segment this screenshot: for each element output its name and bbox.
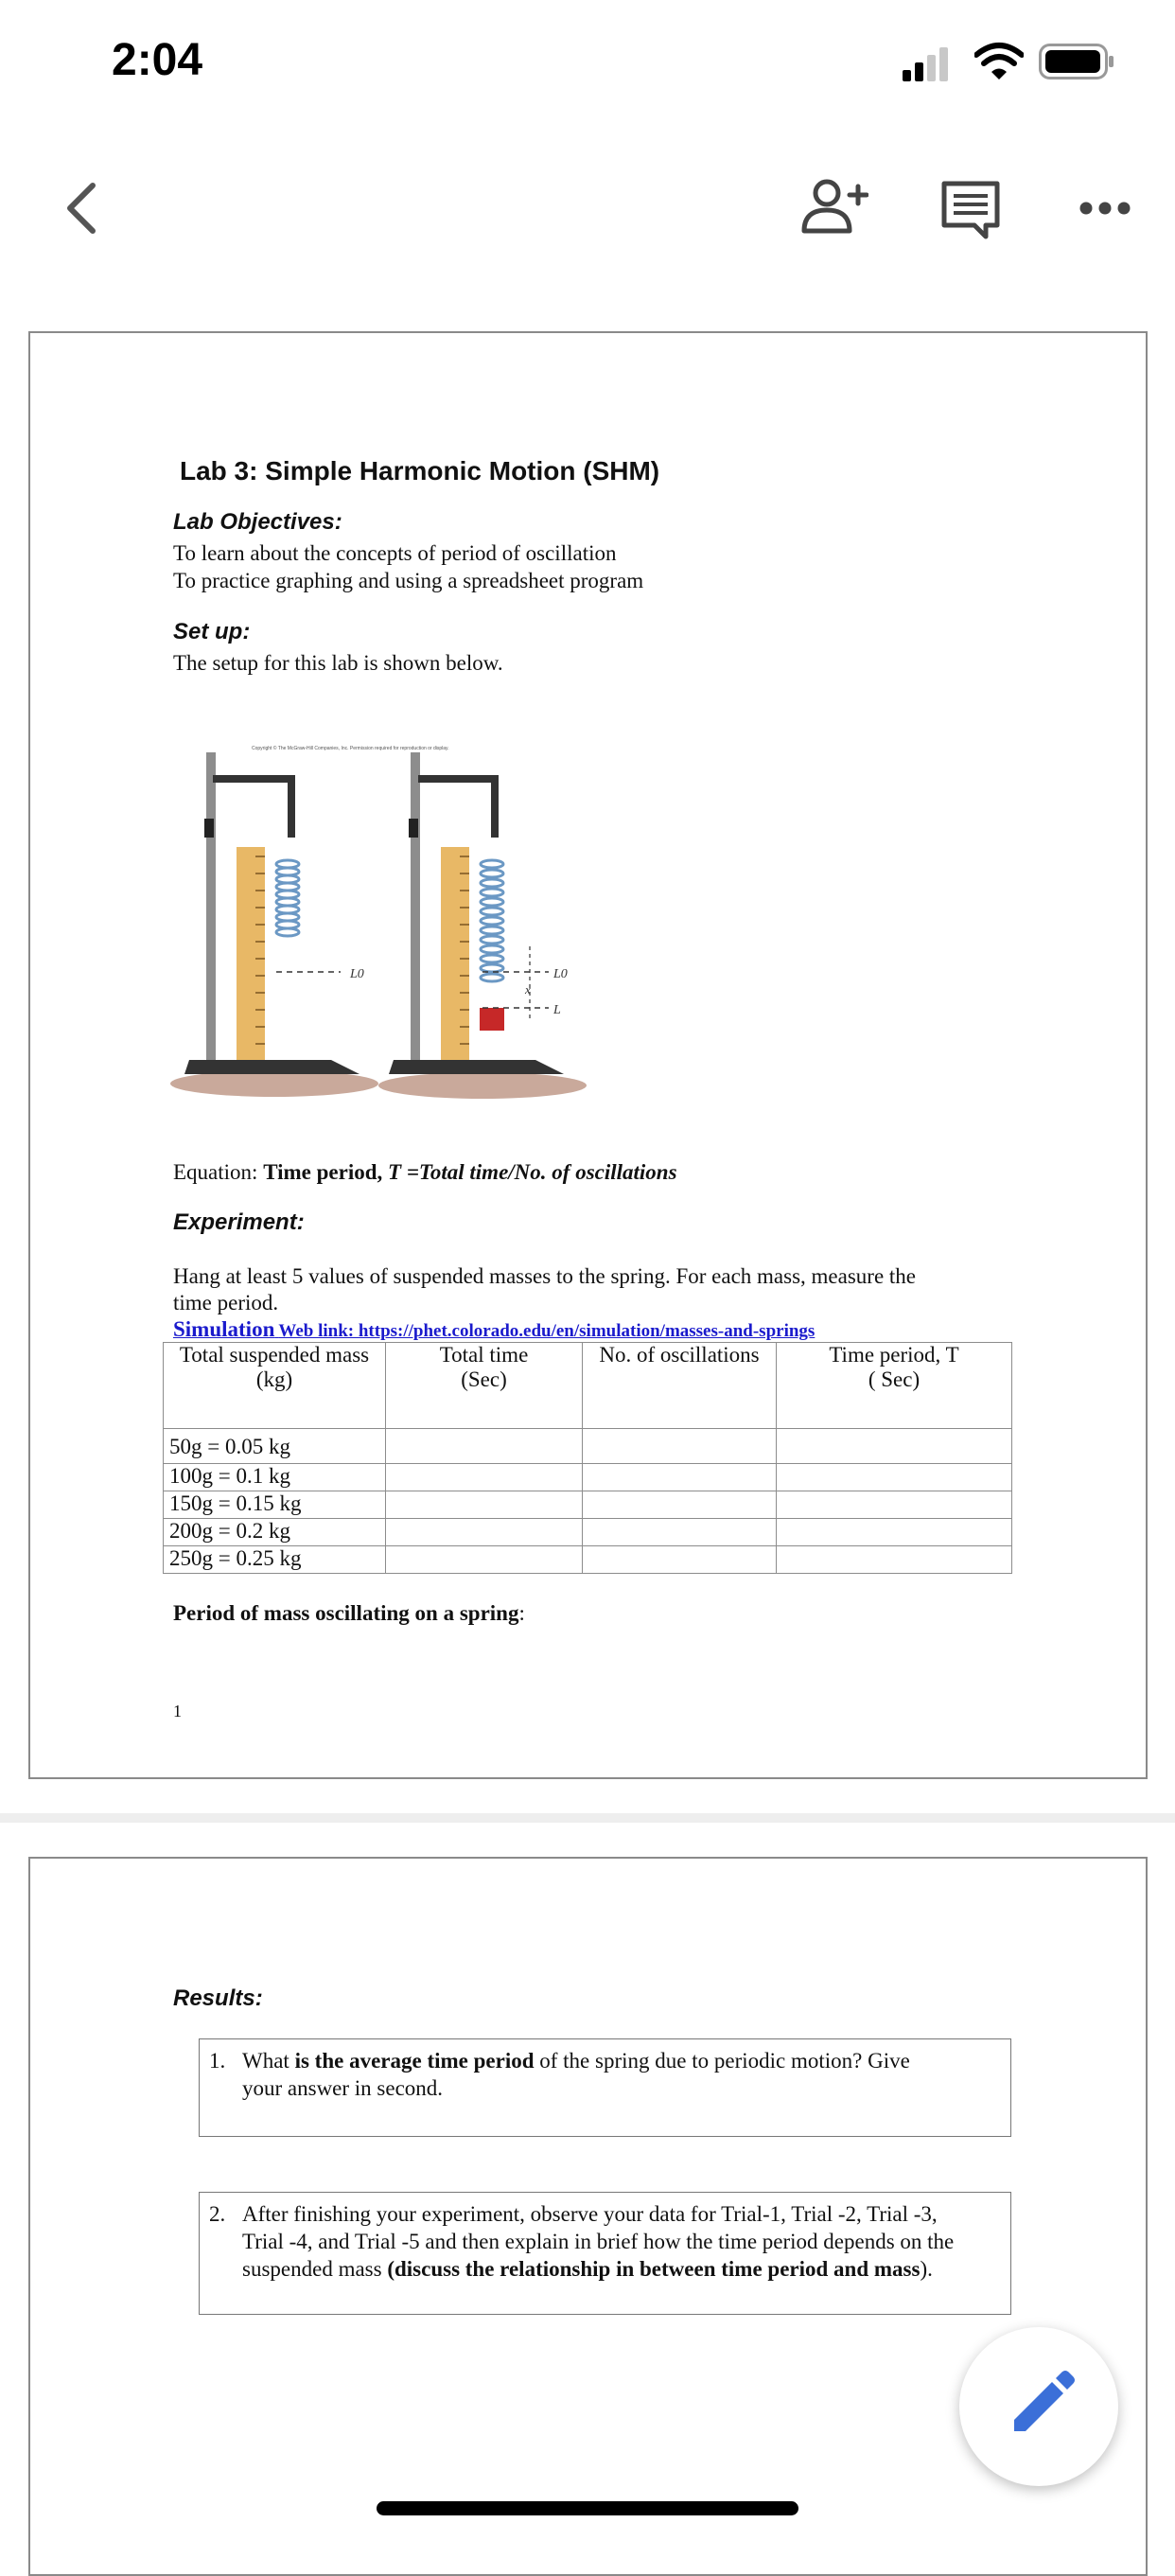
table-row [164, 1429, 1012, 1464]
objective-line: To practice graphing and using a spreadsheet program [173, 569, 644, 592]
setup-figure [170, 733, 587, 1112]
objective-line: To learn about the concepts of period of oscillation [173, 541, 617, 565]
setup-heading: Set up: [173, 619, 251, 644]
table-cell: 150g = 0.15 kg [164, 1491, 386, 1519]
table-row [164, 1519, 1012, 1546]
table-cell: 100g = 0.1 kg [164, 1464, 386, 1491]
question-1-box[interactable]: 1. What is the average time period of the spring due to periodic motion? Give your answer in second. [199, 2038, 1011, 2137]
experiment-text-line: Hang at least 5 values of suspended masses to the spring. For each mass, measure the [173, 1264, 916, 1288]
objectives-heading: Lab Objectives: [173, 509, 342, 535]
equation: Equation: Time period, T =Total time/No. of oscillations [173, 1160, 677, 1184]
signal-icon [903, 45, 959, 88]
period-heading: Period of mass oscillating on a spring: [173, 1601, 525, 1625]
pencil-icon [959, 2327, 1118, 2486]
comment-icon [940, 180, 1001, 240]
home-indicator[interactable] [377, 2501, 798, 2515]
label-l0-right: L0 [553, 967, 568, 981]
table-header-cell: Time period, T ( Sec) [777, 1343, 1012, 1429]
simulation-label: Simulation [173, 1317, 275, 1341]
chevron-left-icon [62, 180, 100, 237]
table-cell: 50g = 0.05 kg [164, 1429, 386, 1464]
table-header-cell: Total suspended mass (kg) [164, 1343, 386, 1429]
add-person-button[interactable] [800, 178, 868, 241]
page-title: Lab 3: Simple Harmonic Motion (SHM) [180, 456, 660, 485]
table-header-row [164, 1343, 1012, 1429]
results-heading: Results: [173, 1985, 263, 2011]
add-person-icon [800, 178, 868, 237]
status-time: 2:04 [112, 35, 203, 85]
wifi-icon [974, 42, 1024, 86]
experiment-text-line: time period. [173, 1291, 279, 1314]
setup-text: The setup for this lab is shown below. [173, 651, 503, 675]
battery-icon [1039, 44, 1114, 86]
page-number: 1 [173, 1702, 182, 1720]
experiment-heading: Experiment: [173, 1209, 305, 1235]
more-horizontal-icon [1079, 201, 1131, 216]
table-cell: 250g = 0.25 kg [164, 1546, 386, 1574]
table-header-cell: No. of oscillations [583, 1343, 777, 1429]
question-2-box[interactable]: 2. After finishing your experiment, observe your data for Trial-1, Trial -2, Trial -3, Trial -4, and Trial -5 and then explain in brief how the time period depends on the suspended mass (discuss the relationship in between time period and mass). [199, 2192, 1011, 2315]
table-row [164, 1546, 1012, 1574]
edit-fab-button[interactable] [959, 2327, 1118, 2486]
table-cell: 200g = 0.2 kg [164, 1519, 386, 1546]
more-options-button[interactable] [1079, 201, 1131, 221]
question-number: 1. [209, 2049, 226, 2073]
label-l: L [553, 1003, 561, 1017]
label-x: x [525, 982, 531, 997]
table-row [164, 1491, 1012, 1519]
comment-button[interactable] [940, 180, 1001, 245]
table-row [164, 1464, 1012, 1491]
data-table [163, 1342, 1012, 1574]
simulation-line [173, 1317, 815, 1342]
table-header-cell: Total time (Sec) [386, 1343, 583, 1429]
page-separator [0, 1813, 1175, 1823]
question-number: 2. [209, 2202, 226, 2226]
simulation-link[interactable]: Web link: https://phet.colorado.edu/en/simulation/masses-and-springs [278, 1321, 815, 1341]
back-button[interactable] [62, 180, 119, 237]
label-l0-left: L0 [350, 967, 364, 981]
figure-copyright: Copyright © The McGraw-Hill Companies, Inc. Permission required for reproduction or display. [252, 746, 449, 751]
